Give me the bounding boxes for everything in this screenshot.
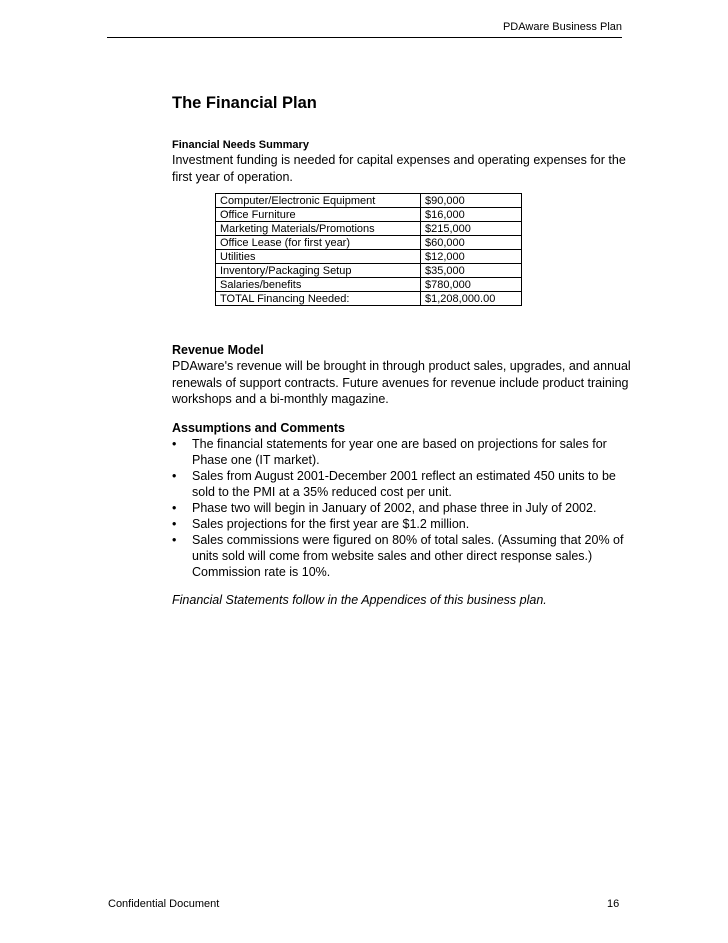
closing-note: Financial Statements follow in the Appendices of this business plan. [172, 592, 547, 607]
list-item [172, 436, 632, 468]
table-cell-amount: $780,000 [421, 278, 522, 292]
table-cell-item: Office Furniture [216, 208, 421, 222]
bullet-icon: • [172, 532, 177, 547]
table-row [216, 236, 522, 250]
page-number: 16 [607, 898, 620, 910]
table-row [216, 264, 522, 278]
table-row [216, 194, 522, 208]
table-cell-item: TOTAL Financing Needed: [216, 292, 421, 306]
table-row [216, 222, 522, 236]
bullet-icon: • [172, 468, 177, 483]
page-header: PDAware Business Plan [502, 21, 622, 33]
footer-confidential: Confidential Document [108, 898, 220, 910]
list-item-text: Sales commissions were figured on 80% of total sales. (Assuming that 20% of units sold will come from website sales and other direct response sales.) Commission rate is 10%. [192, 532, 624, 579]
table-cell-amount: $12,000 [421, 250, 522, 264]
list-item [172, 532, 632, 580]
table-row [216, 250, 522, 264]
table-cell-amount: $35,000 [421, 264, 522, 278]
revenue-model-text: PDAware's revenue will be brought in through product sales, upgrades, and annual renewals of support contracts. Future avenues for revenue include product training workshops and a bi-monthly magazine. [172, 359, 631, 406]
table-cell-item: Computer/Electronic Equipment [216, 194, 421, 208]
list-item [172, 500, 632, 516]
table-row-total [216, 292, 522, 306]
table-cell-item: Utilities [216, 250, 421, 264]
table-cell-item: Office Lease (for first year) [216, 236, 421, 250]
assumptions-heading: Assumptions and Comments [172, 420, 345, 435]
financial-needs-heading: Financial Needs Summary [172, 139, 309, 151]
financing-table [215, 193, 522, 306]
revenue-model-heading: Revenue Model [172, 343, 264, 357]
bullet-icon: • [172, 500, 177, 515]
page-title: The Financial Plan [172, 94, 317, 112]
financial-needs-text: Investment funding is needed for capital expenses and operating expenses for the first year of operation. [172, 153, 626, 184]
header-rule [107, 37, 622, 38]
table-cell-item: Salaries/benefits [216, 278, 421, 292]
table-row [216, 278, 522, 292]
bullet-icon: • [172, 436, 177, 451]
list-item-text: Sales from August 2001-December 2001 reflect an estimated 450 units to be sold to the PMI at a 35% reduced cost per unit. [192, 468, 616, 499]
list-item-text: Phase two will begin in January of 2002, and phase three in July of 2002. [192, 500, 597, 515]
page-content [172, 92, 632, 608]
table-cell-amount: $16,000 [421, 208, 522, 222]
list-item [172, 468, 632, 500]
list-item [172, 516, 632, 532]
list-item-text: The financial statements for year one are based on projections for sales for Phase one (IT market). [192, 436, 607, 467]
table-cell-amount: $60,000 [421, 236, 522, 250]
table-row [216, 208, 522, 222]
table-cell-item: Inventory/Packaging Setup [216, 264, 421, 278]
bullet-icon: • [172, 516, 177, 531]
table-cell-amount: $90,000 [421, 194, 522, 208]
assumptions-list [172, 436, 632, 580]
table-cell-item: Marketing Materials/Promotions [216, 222, 421, 236]
table-cell-amount: $215,000 [421, 222, 522, 236]
table-cell-amount: $1,208,000.00 [421, 292, 522, 306]
list-item-text: Sales projections for the first year are $1.2 million. [192, 516, 470, 531]
